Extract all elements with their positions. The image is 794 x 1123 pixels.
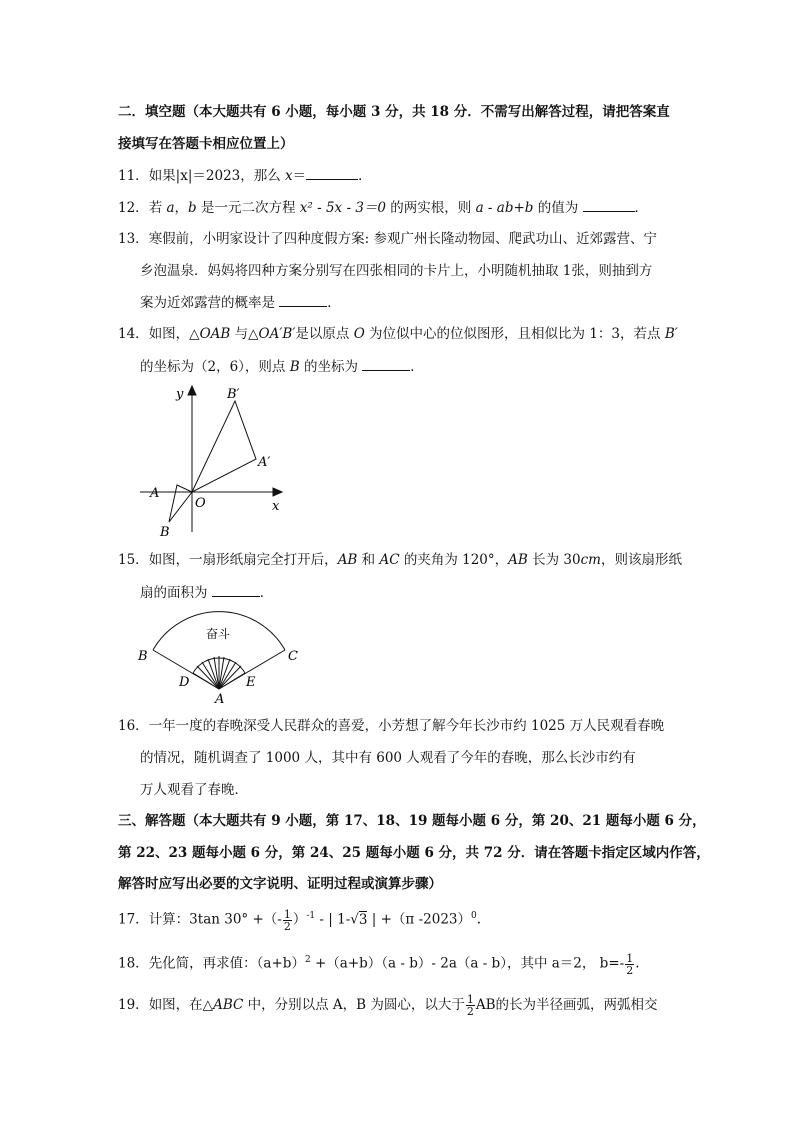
fraction-one-half: $\frac{1}{2}$ <box>626 951 634 977</box>
section3-heading-line2: 第 22、23 题每小题 6 分，第 24、25 题每小题 6 分，共 72 分．请在答题卡指定区域内作答， <box>118 845 710 861</box>
triangle-oab <box>169 485 192 522</box>
label-e: E <box>246 675 256 690</box>
label-b: B <box>138 649 148 664</box>
label-y: y <box>176 387 184 402</box>
question-16-line3: 万人观看了春晚． <box>140 782 248 798</box>
q14-coordinate-figure <box>132 382 292 538</box>
label-c: C <box>288 649 298 664</box>
section3-heading-line1: 三、解答题（本大题共有 9 小题，第 17、18、19 题每小题 6 分，第 20、21 题每小题 6 分， <box>118 813 706 829</box>
q15-fan-figure <box>136 606 306 706</box>
triangle-oapbp <box>192 401 256 492</box>
question-19: 19．如图，在△ABC 中，分别以点 A，B 为圆心，以大于 $\frac{1}{2}$ AB的长为半径画弧，两弧相交 <box>118 993 658 1018</box>
section2-heading-line2: 接填写在答题卡相应位置上） <box>118 136 294 152</box>
question-14-line2: 的坐标为（2，6），则点 B 的坐标为 ． <box>140 356 424 377</box>
question-15-line2: 扇的面积为 ． <box>140 582 273 603</box>
question-11: 11．如果|x|＝2023，那么 x＝ ． <box>118 165 372 186</box>
y-axis-arrow <box>188 386 196 395</box>
label-a: A <box>215 692 225 706</box>
label-b-prime: B′ <box>227 387 240 402</box>
question-16-line2: 的情况，随机调查了 1000 人，其中有 600 人观看了今年的春晚，那么长沙市约有 <box>140 750 636 766</box>
question-13-line3: 案为近郊露营的概率是 ． <box>140 292 341 313</box>
fan-label: 奋斗 <box>206 627 231 641</box>
label-b: B <box>160 525 170 538</box>
question-13-line1: 13．寒假前，小明家设计了四种度假方案: 参观广州长隆动物园、爬武功山、近郊露营、宁 <box>118 231 658 247</box>
section2-heading-line1: 二．填空题（本大题共有 6 小题，每小题 3 分，共 18 分．不需写出解答过程，请把答案直 <box>118 104 670 120</box>
question-18: 18．先化简，再求值：$(a+b)^2 +(a+b)(a - b)-$ 2a（a - b），其中 a＝2， b=- $\frac{1}{2}$ . <box>118 951 640 977</box>
question-12: 12．若 a，b 是一元二次方程 x² - 5x - 3＝0 的两实根，则 a - ab+b 的值为 ． <box>118 197 648 218</box>
fraction-one-half: $\frac{1}{2}$ <box>466 993 474 1018</box>
section3-heading-line3: 解答时应写出必要的文字说明、证明过程或演算步骤） <box>118 876 442 892</box>
fraction-one-half: $\frac{1}{2}$ <box>283 907 291 933</box>
answer-blank-11[interactable] <box>306 165 358 180</box>
label-a: A <box>150 486 160 501</box>
label-x: x <box>272 499 280 514</box>
answer-blank-13[interactable] <box>279 292 327 307</box>
label-o: O <box>195 496 206 511</box>
answer-blank-12[interactable] <box>583 197 635 212</box>
question-16-line1: 16．一年一度的春晚深受人民群众的喜爱，小芳想了解今年长沙市约 1025 万人民观看春晚 <box>118 718 665 734</box>
label-d: D <box>179 675 190 690</box>
question-13-line2: 乡泡温泉．妈妈将四种方案分别写在四张相同的卡片上，小明随机抽取 1张，则抽到方 <box>140 263 653 279</box>
question-17: 17．计算：3tan 30° +（- $\frac{1}{2}$ ）$^{-1}$ - | 1-√3 | +（π -2023）$^0$. <box>118 907 482 933</box>
label-a-prime: A′ <box>258 455 271 470</box>
question-14-line1: 14．如图，△OAB 与△OA′B′是以原点 O 为位似中心的位似图形，且相似比为 1：3，若点 B′ <box>118 326 678 342</box>
x-axis-arrow <box>273 488 282 496</box>
answer-blank-15[interactable] <box>212 582 260 597</box>
question-15-line1: 15．如图，一扇形纸扇完全打开后，AB 和 AC 的夹角为 120°，AB 长为 30cm，则该扇形纸 <box>118 552 682 568</box>
answer-blank-14[interactable] <box>362 356 410 371</box>
